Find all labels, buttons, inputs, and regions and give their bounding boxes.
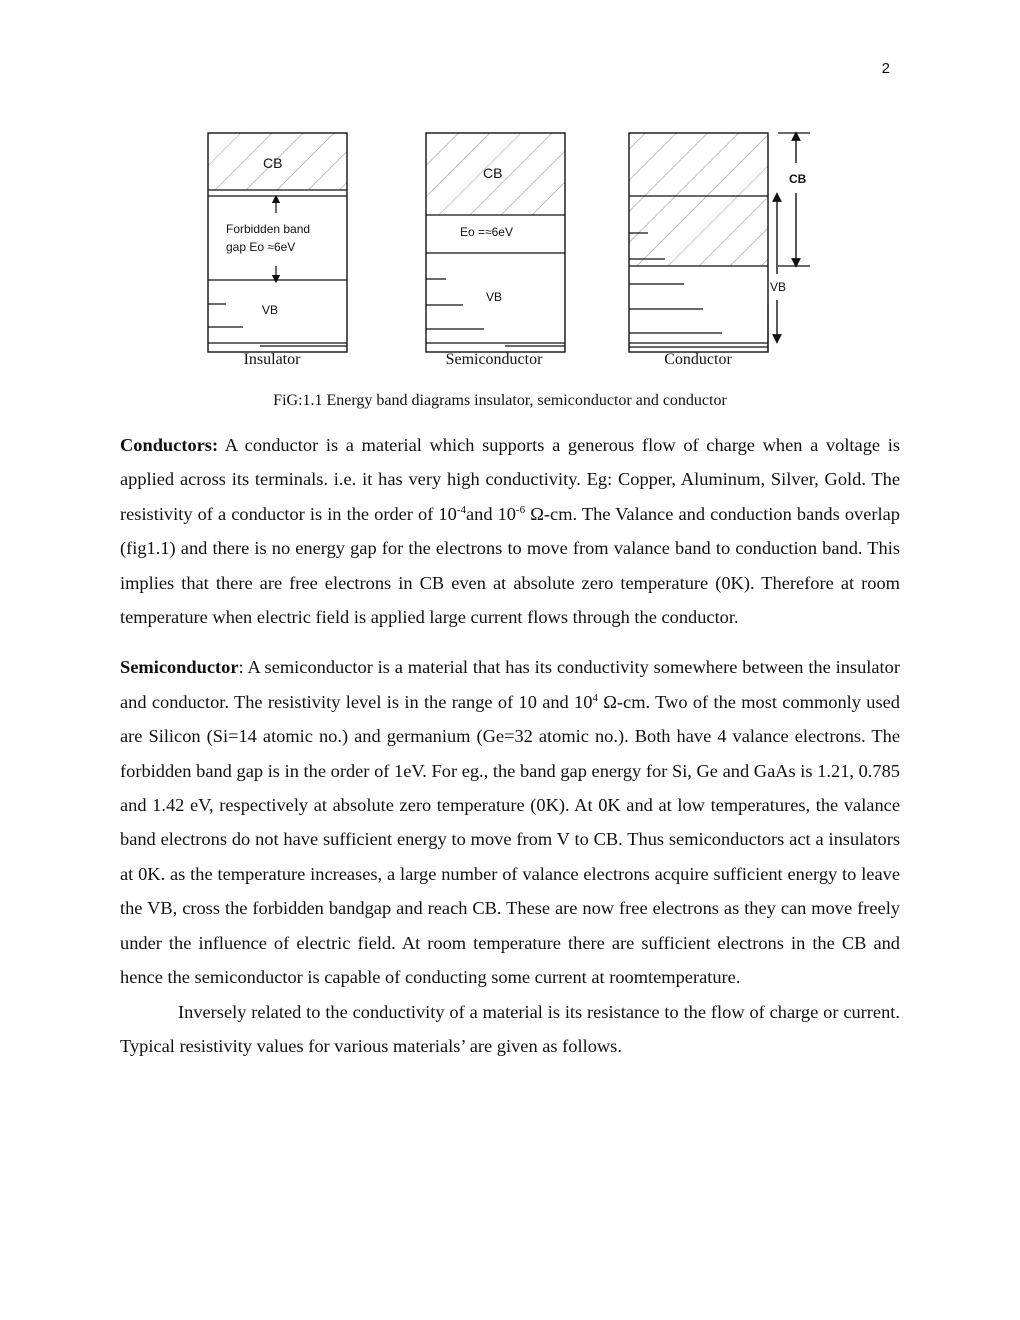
- semiconductor-text-part2: Ω-cm. Two of the most commonly used are Silicon (Si=14 atomic no.) and germanium (Ge=32 atomic no.). Both have 4 valance electrons. The forbidden band gap is in the order of 1eV. For eg., the band gap energy for Si, Ge and GaAs is 1.21, 0.785 and 1.42 eV, respectively at absolute zero temperature (0K). At 0K and at low temperatures, the valance band electrons do not have sufficient energy to move from V to CB. Thus semiconductors act a insulators at 0K. as the temperature increases, a large number of valance electrons acquire sufficient energy to leave the VB, cross the forbidden bandgap and reach CB. These are now free electrons as they can move freely under the influence of electric field. At room temperature there are sufficient electrons in the CB and hence the semiconductor is capable of conducting some current at roomtemperature.: [120, 691, 900, 988]
- conductor-cb-label: CB: [789, 172, 807, 186]
- semiconductor-paragraph: [120, 650, 900, 994]
- conductor-label: Conductor: [664, 351, 732, 368]
- insulator-cb-label: CB: [263, 155, 283, 171]
- body-text: [120, 428, 900, 1079]
- conductors-exponent1: -4: [456, 503, 466, 516]
- page-number: 2: [881, 60, 890, 77]
- semiconductor-vb-label: VB: [486, 290, 503, 304]
- conductors-exponent2: -6: [516, 503, 526, 516]
- semiconductor-heading: Semiconductor: [120, 657, 239, 678]
- energy-band-figure: [0, 0, 1020, 420]
- conductors-text-part2: and 10: [465, 503, 516, 524]
- semiconductor-label: Semiconductor: [445, 351, 543, 368]
- conductors-text-part1: A conductor is a material which supports a generous flow of charge when a voltage is applied across its terminals. i.e. it has very high conductivity. Eg: Copper, Aluminum, Silver, Gold. The resistivity of a conductor is in the order of 10: [120, 435, 900, 524]
- conductors-paragraph: [120, 428, 900, 634]
- conductor-diagram: [629, 133, 810, 352]
- semiconductor-cb-label: CB: [483, 165, 503, 181]
- semiconductor-exponent: 4: [592, 691, 598, 704]
- conductors-text-part3: Ω-cm. The Valance and conduction bands overlap (fig1.1) and there is no energy gap for the electrons to move from valance band to conduction band. This implies that there are free electrons in CB even at absolute zero temperature (0K). Therefore at room temperature when electric field is applied large current flows through the conductor.: [120, 503, 901, 628]
- conductor-cb-region: [629, 133, 768, 266]
- conductors-heading: Conductors:: [120, 435, 219, 455]
- insulator-gap-label-line1: Forbidden band: [226, 222, 311, 236]
- figure-caption: FiG:1.1 Energy band diagrams insulator, semiconductor and conductor: [273, 392, 727, 409]
- insulator-label: Insulator: [243, 351, 301, 368]
- insulator-gap-label-line2: gap Eo ≈6eV: [226, 240, 296, 254]
- semiconductor-gap-label: Eo =≈6eV: [460, 225, 513, 239]
- semiconductor-text-part1: : A semiconductor is a material that has its conductivity somewhere between the insulator and conductor. The resistivity level is in the range of 10 and 10: [120, 657, 900, 712]
- resistivity-intro-paragraph: Inversely related to the conductivity of a material is its resistance to the flow of charge or current. Typical resistivity values for various materials’ are given as follows.: [120, 1001, 900, 1056]
- conductor-vb-label: VB: [770, 280, 787, 294]
- insulator-vb-label: VB: [262, 303, 279, 317]
